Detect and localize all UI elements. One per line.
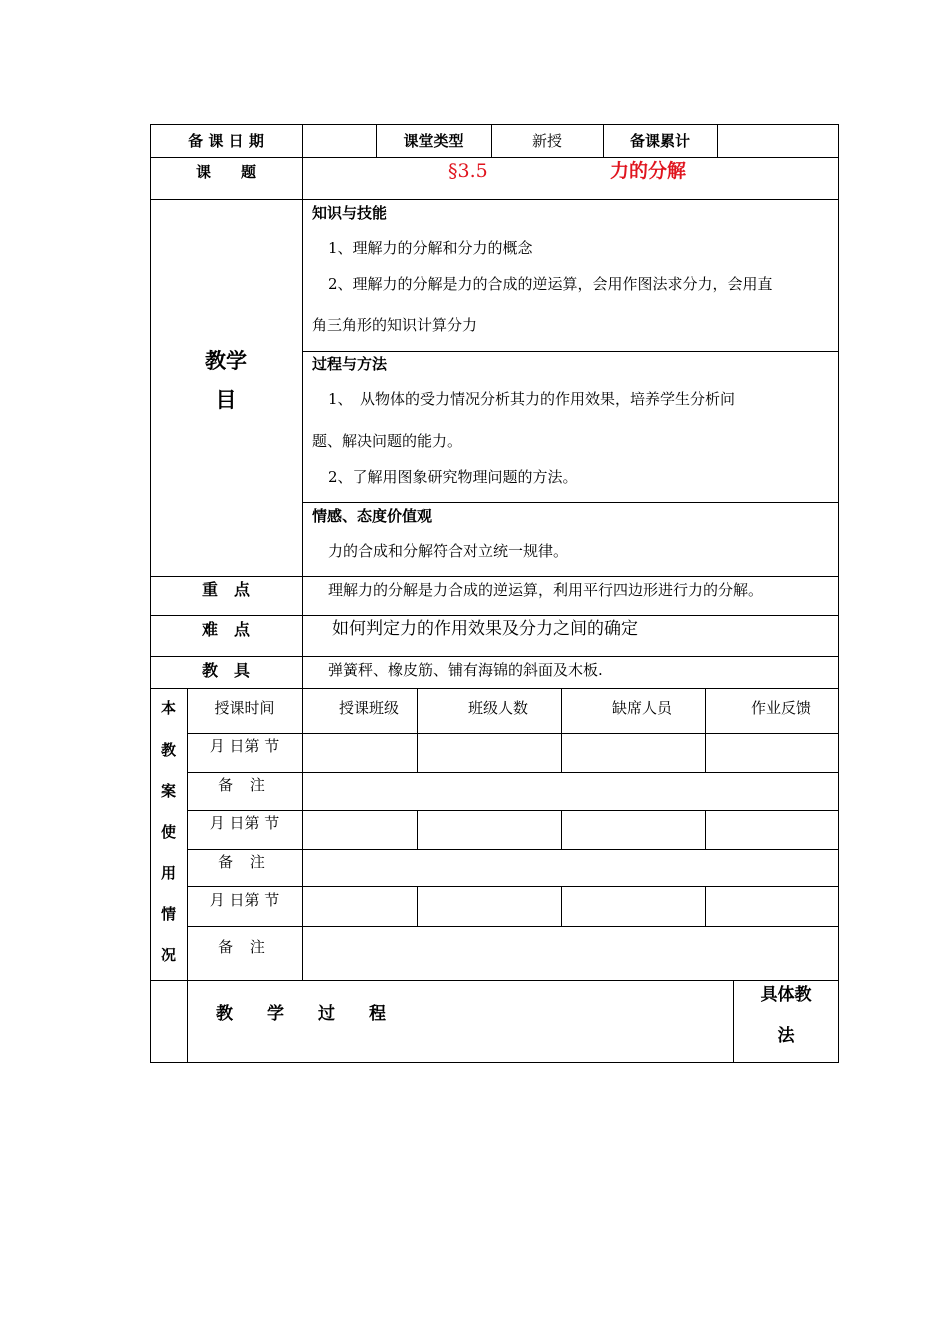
- process-item-1-line-1: 1、 从物体的受力情况分析其力的作用效果，培养学生分析问: [328, 390, 736, 408]
- usage-row-2-note-label: 备 注: [218, 853, 271, 871]
- cumulative-label: 备课累计: [629, 132, 690, 150]
- class-type-value: 新授: [531, 132, 562, 150]
- usage-side-label-4: 用: [160, 864, 176, 882]
- topic-title: 力的分解: [610, 160, 687, 182]
- difficulty-label: 难 点: [201, 620, 250, 639]
- usage-row-1-time: 月 日第 节: [209, 737, 280, 755]
- usage-col-count: 班级人数: [467, 699, 528, 717]
- tools-text: 弹簧秤、橡皮筋、铺有海锦的斜面及木板.: [328, 661, 603, 679]
- emotion-heading: 情感、态度价值观: [312, 507, 433, 525]
- usage-side-label-6: 况: [160, 946, 176, 964]
- objectives-label-line2: 目: [215, 388, 237, 412]
- usage-col-feedback: 作业反馈: [750, 699, 811, 717]
- key-point-text: 理解力的分解是力合成的逆运算，利用平行四边形进行力的分解。: [328, 581, 764, 599]
- process-heading: 过程与方法: [312, 355, 388, 373]
- usage-col-time: 授课时间: [214, 699, 275, 717]
- usage-row-1-note-label: 备 注: [218, 776, 271, 794]
- knowledge-item-1: 1、理解力的分解和分力的概念: [328, 239, 533, 257]
- process-item-1-line-2: 题、解决问题的能力。: [312, 432, 463, 450]
- usage-row-3-time: 月 日第 节: [209, 891, 280, 909]
- usage-row-3-note-label: 备 注: [218, 938, 271, 956]
- topic-section: §3.5: [448, 160, 488, 182]
- usage-row-2-time: 月 日第 节: [209, 814, 280, 832]
- objectives-label-line1: 教学: [205, 349, 247, 373]
- tools-label: 教 具: [201, 661, 250, 680]
- key-point-label: 重 点: [201, 580, 250, 599]
- topic-label: 课 题: [195, 163, 256, 181]
- prep-date-label: 备 课 日 期: [188, 132, 264, 150]
- process-item-2: 2、了解用图象研究物理问题的方法。: [328, 468, 578, 486]
- usage-side-label-3: 使: [160, 823, 176, 841]
- usage-col-absent: 缺席人员: [611, 699, 672, 717]
- class-type-label: 课堂类型: [403, 132, 464, 150]
- usage-side-label-1: 教: [160, 741, 176, 759]
- method-label-line1: 具体教: [760, 985, 812, 1005]
- main-frame: [150, 157, 839, 689]
- method-label-line2: 法: [777, 1026, 795, 1046]
- usage-side-label-5: 情: [160, 905, 176, 923]
- emotion-item-1: 力的合成和分解符合对立统一规律。: [328, 542, 569, 560]
- usage-side-label-2: 案: [160, 782, 176, 800]
- knowledge-item-2-line-2: 角三角形的知识计算分力: [312, 316, 478, 334]
- process-section-title: 教 学 过 程: [216, 1004, 386, 1024]
- knowledge-heading: 知识与技能: [312, 204, 388, 222]
- usage-col-class: 授课班级: [338, 699, 399, 717]
- difficulty-text: 如何判定力的作用效果及分力之间的确定: [332, 619, 638, 639]
- knowledge-item-2-line-1: 2、理解力的分解是力的合成的逆运算，会用作图法求分力，会用直: [328, 275, 773, 293]
- usage-side-label-0: 本: [160, 699, 176, 717]
